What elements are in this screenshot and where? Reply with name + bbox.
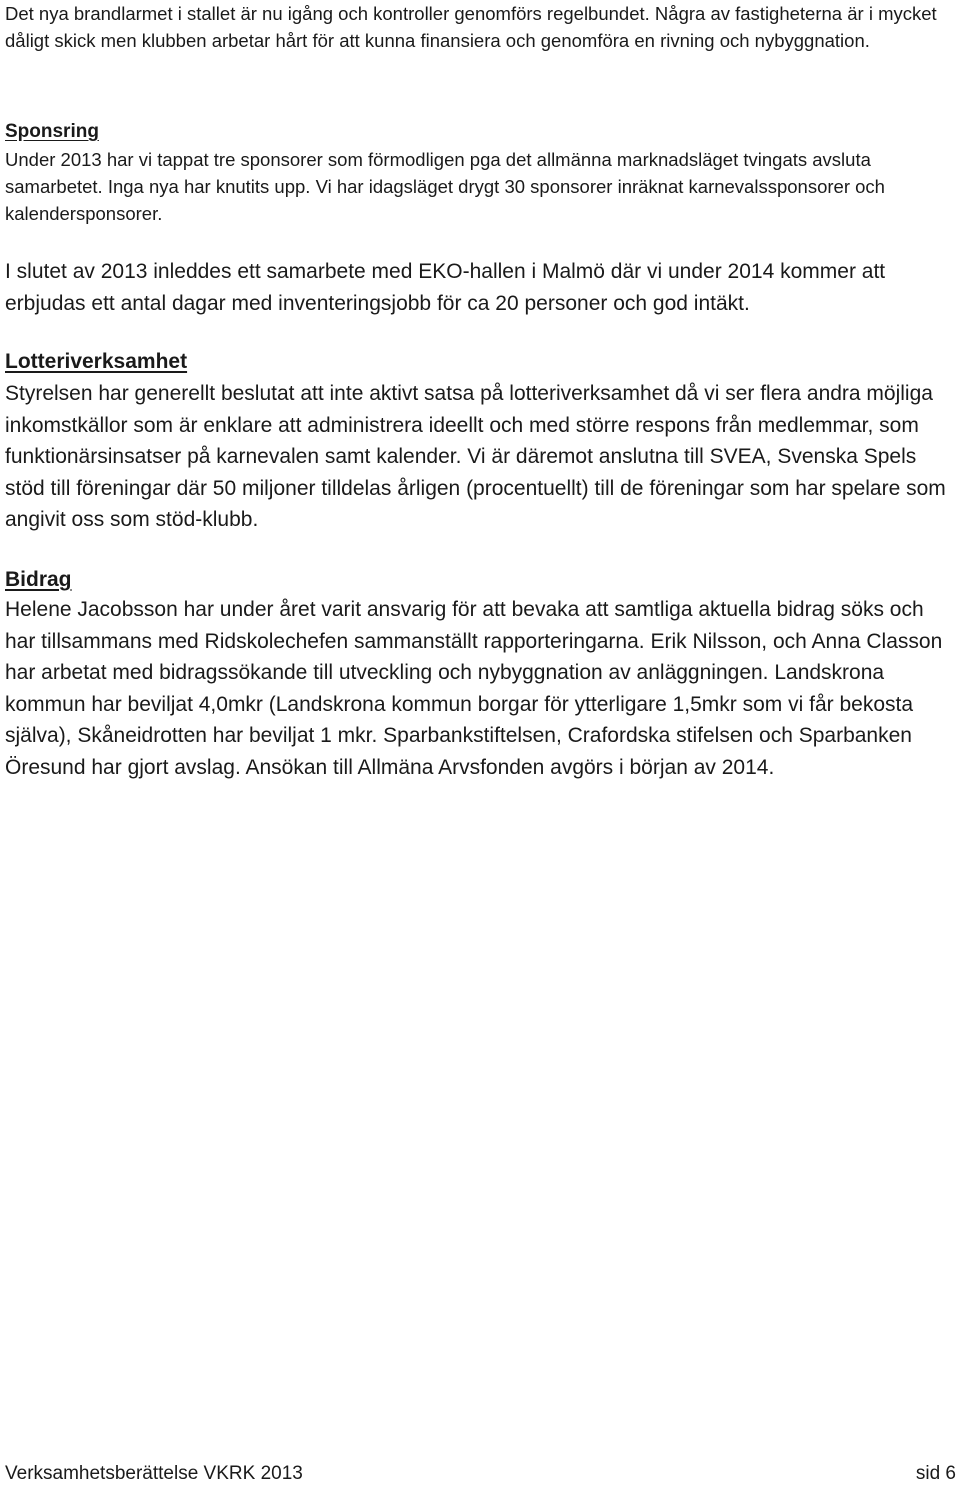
intro-paragraph: Det nya brandlarmet i stallet är nu igång och kontroller genomförs regelbundet. Några av fastigheterna är i mycket dåligt skick men klubben arbetar hårt för att kunna finansiera och genomföra en rivning och nybyggnation. — [5, 3, 937, 51]
page-footer — [5, 1462, 956, 1486]
section-heading-lotteriverksamhet: Lotteriverksamhet — [5, 350, 188, 373]
footer-document-title: Verksamhetsberättelse VKRK 2013 — [5, 1463, 303, 1484]
sponsring-paragraph-2: I slutet av 2013 inleddes ett samarbete med EKO-hallen i Malmö där vi under 2014 kommer att erbjudas ett antal dagar med inventeringsjobb för ca 20 personer och god intäkt. — [5, 260, 886, 315]
section-heading-bidrag: Bidrag — [5, 568, 72, 591]
footer-page-number: sid 6 — [915, 1463, 956, 1484]
section-heading-sponsring: Sponsring — [5, 121, 99, 142]
lotteri-paragraph: Styrelsen har generellt beslutat att inte aktivt satsa på lotteriverksamhet då vi ser flera andra möjliga inkomstkällor som är enklare att administrera ideellt och med större respons från medlemmar, som funktionärsinsatser på karnevalen samt kalender. Vi är däremot anslutna till SVEA, Svenska Spels stöd till föreningar där 50 miljoner tilldelas årligen (procentuellt) till de föreningar som har spelare som angivit oss som stöd-klubb. — [5, 382, 946, 531]
sponsring-paragraph-1: Under 2013 har vi tappat tre sponsorer som förmodligen pga det allmänna marknadsläget tvingats avsluta samarbetet. Inga nya har knutits upp. Vi har idagsläget drygt 30 sponsorer inräknat karnevalssponsorer och kalendersponsorer. — [5, 149, 885, 224]
bidrag-paragraph: Helene Jacobsson har under året varit ansvarig för att bevaka att samtliga aktuella bidrag söks och har tillsammans med Ridskolechefen sammanställt rapporteringarna. Erik Nilsson, och Anna Classon har arbetat med bidragssökande till utveckling och nybyggnation av anläggningen. Landskrona kommun har beviljat 4,0mkr (Landskrona kommun borgar för ytterligare 1,5mkr som vi får bekosta själva), Skåneidrotten har beviljat 1 mkr. Sparbankstiftelsen, Crafordska stifelsen och Sparbanken Öresund har gjort avslag. Ansökan till Allmäna Arvsfonden avgörs i början av 2014. — [5, 598, 943, 779]
